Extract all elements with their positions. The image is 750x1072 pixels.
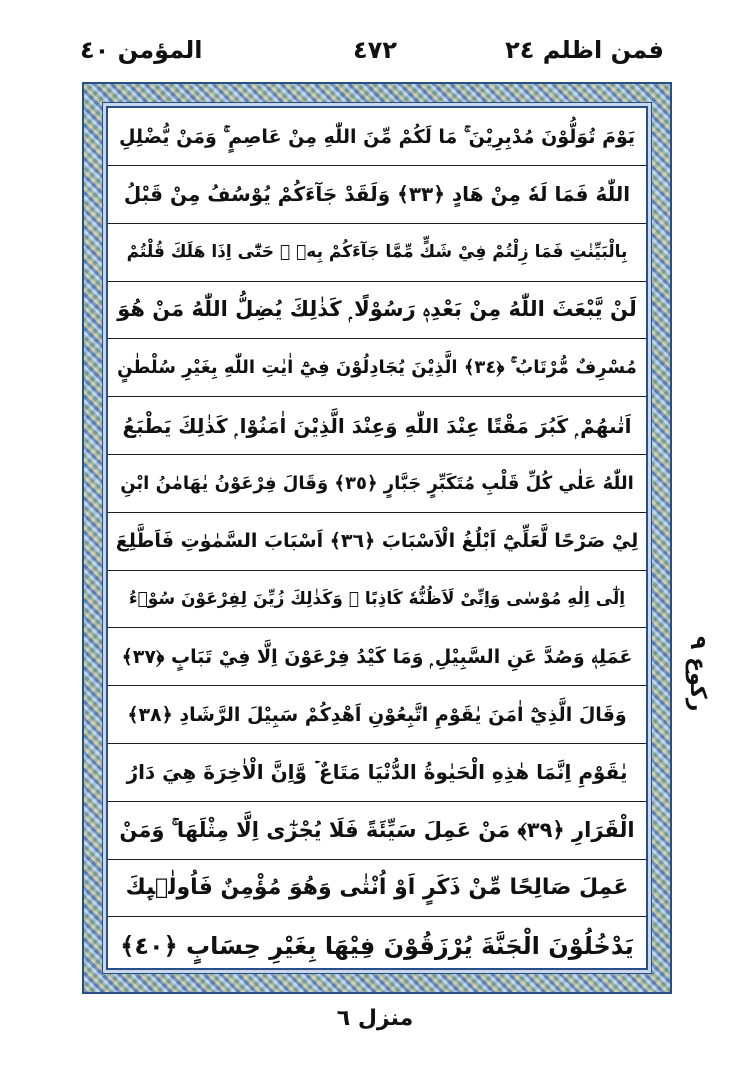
page-number: ٤٧٢ bbox=[353, 36, 397, 64]
juz-title: فمن اظلم ٢٤ bbox=[505, 36, 664, 64]
verse-text: بِالْبَيِّنٰتِ فَمَا زِلْتُمْ فِيْ شَكٍّ مِّمَّا جَآءَكُمْ بِهٖ ۭ حَتّٰٓى اِذَا هَلَكَ قُلْتُمْ bbox=[126, 242, 628, 263]
verse-text: وَقَالَ الَّذِيْٓ اٰمَنَ يٰقَوْمِ اتَّبِعُوْنِ اَهْدِكُمْ سَبِيْلَ الرَّشَادِ ﴿٣٨﴾ bbox=[127, 703, 627, 726]
text-line bbox=[108, 917, 646, 974]
text-line bbox=[108, 339, 646, 397]
text-line bbox=[108, 108, 646, 166]
verse-text: يَدْخُلُوْنَ الْجَنَّةَ يُرْزَقُوْنَ فِيْهَا بِغَيْرِ حِسَابٍ ﴿٤٠﴾ bbox=[120, 931, 634, 960]
text-panel bbox=[106, 106, 648, 970]
verse-text: يٰقَوْمِ اِنَّمَا هٰذِهِ الْحَيٰوةُ الدُّنْيَا مَتَاعٌ ۡ وَّاِنَّ الْاٰخِرَةَ هِيَ دَارُ bbox=[126, 760, 628, 785]
surah-title: المؤمن ٤٠ bbox=[80, 36, 203, 64]
text-line bbox=[108, 859, 646, 917]
text-line bbox=[108, 397, 646, 455]
text-line bbox=[108, 513, 646, 571]
text-line bbox=[108, 281, 646, 339]
text-line bbox=[108, 802, 646, 860]
verse-text: الْقَرَارِ ﴿٣٩﴾ مَنْ عَمِلَ سَيِّئَةً فَلَا يُجْزٰٓى اِلَّا مِثْلَهَا ۚ وَمَنْ bbox=[119, 817, 635, 842]
verse-text: عَمِلَ صَالِحًا مِّنْ ذَكَرٍ اَوْ اُنْثٰى وَهُوَ مُؤْمِنٌ فَاُولٰۗىِٕكَ bbox=[125, 875, 629, 901]
text-line bbox=[108, 570, 646, 628]
text-line bbox=[108, 224, 646, 282]
ruku-marker: رکوع ٩ bbox=[685, 636, 710, 712]
verse-text: اِلٰٓى اِلٰهِ مُوْسٰى وَاِنِّىْ لَاَظُنُّهٗ كَاذِبًا ۭ وَكَذٰلِكَ زُيِّنَ لِفِرْعَوْنَ سُوْۗءُ bbox=[128, 588, 626, 609]
verse-text: اَتٰىهُمْ ۭ كَبُرَ مَقْتًا عِنْدَ اللّٰهِ وَعِنْدَ الَّذِيْنَ اٰمَنُوْا ۭ كَذٰلِكَ يَطْبَعُ bbox=[122, 413, 632, 438]
verse-text: اللّٰهُ فَمَا لَهٗ مِنْ هَادٍ ﴿٣٣﴾ وَلَقَدْ جَآءَكُمْ يُوْسُفُ مِنْ قَبْلُ bbox=[123, 182, 631, 207]
ornamental-border bbox=[82, 82, 672, 994]
verse-text: لِيْ صَرْحًا لَّعَلِّيْٓ اَبْلُغُ الْاَسْبَابَ ﴿٣٦﴾ اَسْبَابَ السَّمٰوٰتِ فَاَطَّلِعَ bbox=[115, 530, 639, 553]
manzil-label: منزل ٦ bbox=[336, 1006, 414, 1031]
text-line bbox=[108, 166, 646, 224]
verse-text: لَنْ يَّبْعَثَ اللّٰهُ مِنْ بَعْدِهٖ رَسُوْلًا ۭ كَذٰلِكَ يُضِلُّ اللّٰهُ مَنْ هُوَ bbox=[117, 297, 637, 322]
text-line bbox=[108, 744, 646, 802]
verse-text: يَوْمَ تُوَلُّوْنَ مُدْبِرِيْنَ ۚ مَا لَكُمْ مِّنَ اللّٰهِ مِنْ عَاصِمٍ ۚ وَمَنْ يُّضْلِلِ bbox=[118, 125, 636, 148]
text-line bbox=[108, 686, 646, 744]
verse-text: مُسْرِفٌ مُّرْتَابُ ۚ ﴿٣٤﴾ الَّذِيْنَ يُجَادِلُوْنَ فِيْٓ اٰيٰتِ اللّٰهِ بِغَيْرِ سُلْطٰنٍ bbox=[117, 357, 637, 379]
verse-text: عَمَلِهٖ وَصُدَّ عَنِ السَّبِيْلِ ۭ وَمَا كَيْدُ فِرْعَوْنَ اِلَّا فِيْ تَبَابٍ ﴿٣٧﴾ bbox=[121, 645, 633, 668]
text-line bbox=[108, 628, 646, 686]
verse-text: اللّٰهُ عَلٰي كُلِّ قَلْبِ مُتَكَبِّرٍ جَبَّارٍ ﴿٣٥﴾ وَقَالَ فِرْعَوْنُ يٰهَامٰنُ ابْنِ bbox=[120, 472, 634, 494]
text-line bbox=[108, 455, 646, 513]
